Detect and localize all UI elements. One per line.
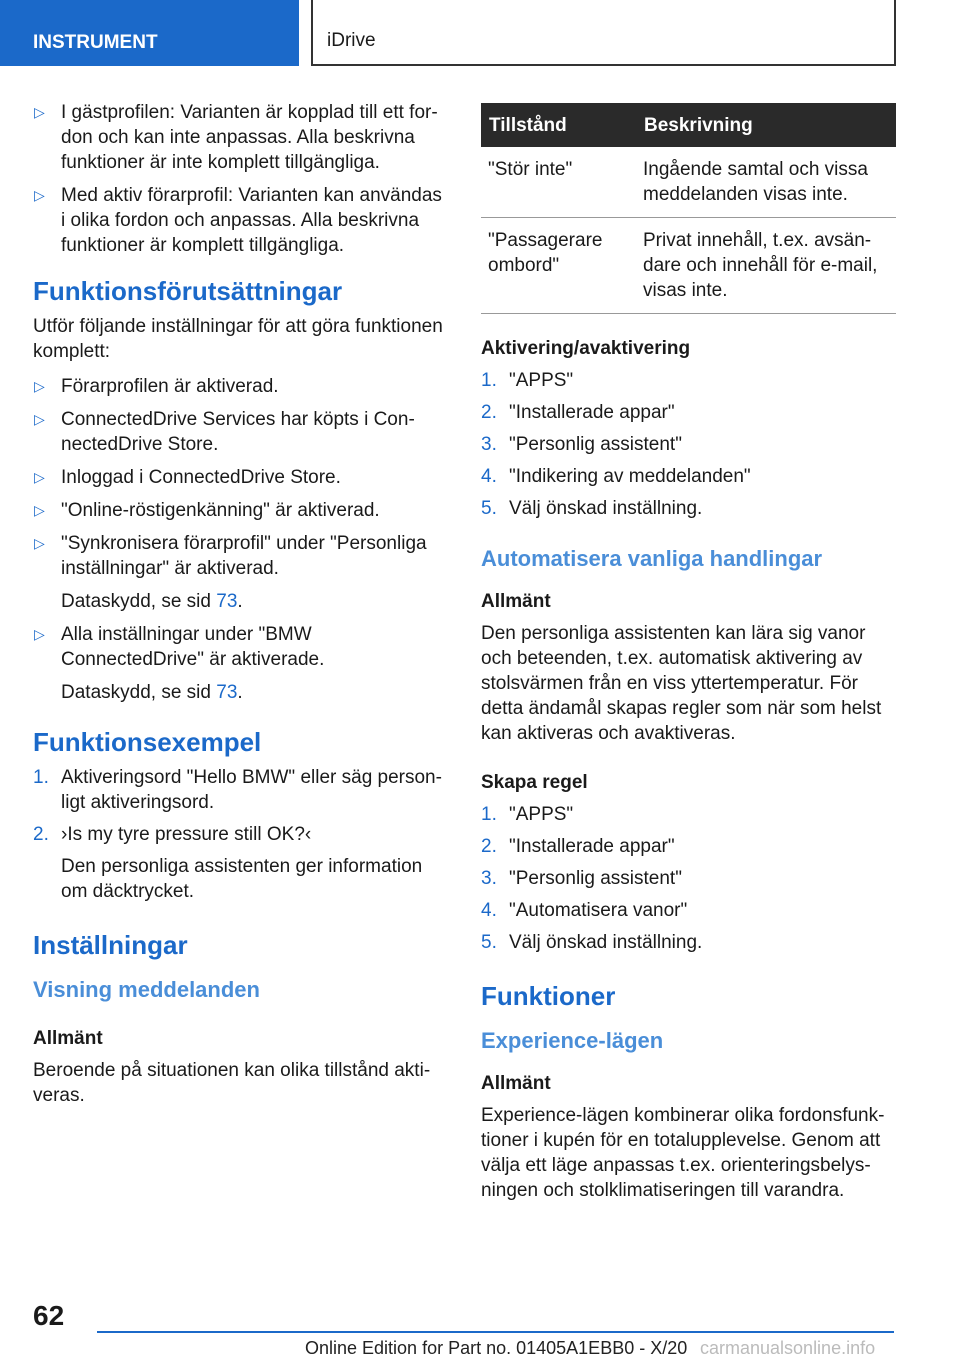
list-item: 3. "Personlig assistent" — [481, 868, 682, 889]
list-item: 1. "APPS" — [481, 370, 574, 391]
list-item: ▷ Inloggad i ConnectedDrive Store. — [34, 467, 341, 488]
list-item: 3. "Personlig assistent" — [481, 434, 682, 455]
table-cell: "Stör inte" — [488, 159, 573, 180]
label-general: Allmänt — [33, 1028, 103, 1049]
table-row — [481, 147, 896, 218]
triangle-right-icon: ▷ — [34, 411, 45, 427]
notifications-text: Beroende på situationen kan olika tillstånd aktiveras. — [33, 1060, 431, 1106]
page-link[interactable]: 73 — [216, 591, 238, 612]
example-note: Den personliga assistenten ger information om däcktrycket. — [61, 856, 423, 902]
list-item: 5. Välj önskad inställning. — [481, 498, 703, 519]
requirements-intro: Utför följande inställningar för att göra funktionen komplett: — [33, 316, 443, 362]
heading-activation: Aktivering/avaktivering — [481, 338, 691, 359]
list-item: 4. "Automatisera vanor" — [481, 900, 688, 921]
header-chapter-tab: iDrive — [311, 0, 896, 66]
list-item: 4. "Indikering av meddelanden" — [481, 466, 751, 487]
list-item: 2. ›Is my tyre pressure still OK?‹ — [33, 824, 312, 845]
heading-settings: Inställningar — [33, 930, 188, 960]
table-cell: Privat innehåll, t.ex. avsändare och innehåll för e-mail, visas inte. — [643, 230, 878, 301]
list-item: ▷ I gästprofilen: Varianten är kopplad till ett fordon och kan inte anpassas. Alla beskrivna funktioner är inte komplett tillgängliga. — [34, 102, 438, 173]
footer-watermark: carmanualsonline.info — [700, 1338, 876, 1358]
page-number: 62 — [33, 1300, 65, 1331]
list-item: 1. "APPS" — [481, 804, 574, 825]
rule-steps — [481, 802, 896, 955]
label-general: Allmänt — [481, 1073, 551, 1094]
heading-functions: Funktioner — [481, 981, 616, 1011]
left-column — [33, 100, 451, 1108]
list-item: ▷ Alla inställningar under "BMW ConnectedDrive" är aktiverade. — [34, 624, 325, 670]
list-item: ▷ ConnectedDrive Services har köpts i ConnectedDrive Store. — [34, 409, 415, 455]
triangle-right-icon: ▷ — [34, 104, 45, 120]
table-cell: Ingående samtal och vissa meddelanden visas inte. — [643, 159, 868, 205]
triangle-right-icon: ▷ — [34, 187, 45, 203]
experience-text: Experience-lägen kombinerar olika fordonsfunktioner i kupén för en totalupplevelse. Genom att välja ett läge anpassas t.ex. orienteringsbelysningen och stolklimatiseringen till varandra. — [481, 1105, 885, 1201]
triangle-right-icon: ▷ — [34, 378, 45, 394]
triangle-right-icon: ▷ — [34, 626, 45, 642]
triangle-right-icon: ▷ — [34, 469, 45, 485]
activation-steps — [481, 368, 896, 521]
triangle-right-icon: ▷ — [34, 502, 45, 518]
table-header: Beskrivning — [636, 103, 896, 147]
privacy-note: Dataskydd, se sid 73. — [61, 682, 243, 703]
list-item: ▷ "Online-röstigenkänning" är aktiverad. — [34, 500, 380, 521]
list-item: ▷ Förarprofilen är aktiverad. — [34, 376, 279, 397]
heading-automate: Automatisera vanliga handlingar — [481, 546, 823, 571]
list-item: 2. "Installerade appar" — [481, 402, 675, 423]
heading-notifications: Visning meddelanden — [33, 977, 260, 1002]
triangle-right-icon: ▷ — [34, 535, 45, 551]
label-general: Allmänt — [481, 591, 551, 612]
footer-edition: Online Edition for Part no. 01405A1EBB0 - X/20 — [305, 1338, 688, 1358]
heading-create-rule: Skapa regel — [481, 772, 588, 793]
list-item: ▷ Med aktiv förarprofil: Varianten kan användas i olika fordon och anpassas. Alla beskrivna funktioner är komplett tillgängliga. — [34, 185, 442, 256]
right-column — [481, 103, 896, 1203]
page-link[interactable]: 73 — [216, 682, 238, 703]
footer-rule — [97, 1331, 894, 1333]
intro-bullet-list — [33, 100, 451, 258]
list-item: 2. "Installerade appar" — [481, 836, 675, 857]
list-item: ▷ "Synkronisera förarprofil" under "Personliga inställningar" är aktiverad. — [34, 533, 427, 579]
heading-requirements: Funktionsförutsättningar — [33, 276, 343, 306]
example-steps — [33, 765, 451, 847]
requirements-list-cont — [33, 622, 451, 672]
status-table — [481, 103, 896, 314]
privacy-note: Dataskydd, se sid 73. — [61, 591, 243, 612]
heading-examples: Funktionsexempel — [33, 727, 262, 757]
list-item: 5. Välj önskad inställning. — [481, 932, 703, 953]
header-section-tab: INSTRUMENT — [0, 0, 299, 66]
table-header: Tillstånd — [481, 103, 636, 147]
heading-experience: Experience-lägen — [481, 1028, 664, 1053]
list-item: 1. Aktiveringsord "Hello BMW" eller säg personligt aktiveringsord. — [33, 767, 442, 813]
automate-text: Den personliga assistenten kan lära sig vanor och beteenden, t.ex. automatisk aktivering av stolsvärmen från en viss yttertemperatur. För detta ändamål skapas regler som när som helst kan aktiveras och avaktiveras. — [481, 623, 882, 744]
requirements-list — [33, 374, 451, 581]
table-cell: "Passagerare ombord" — [488, 230, 603, 276]
table-row — [481, 218, 896, 314]
